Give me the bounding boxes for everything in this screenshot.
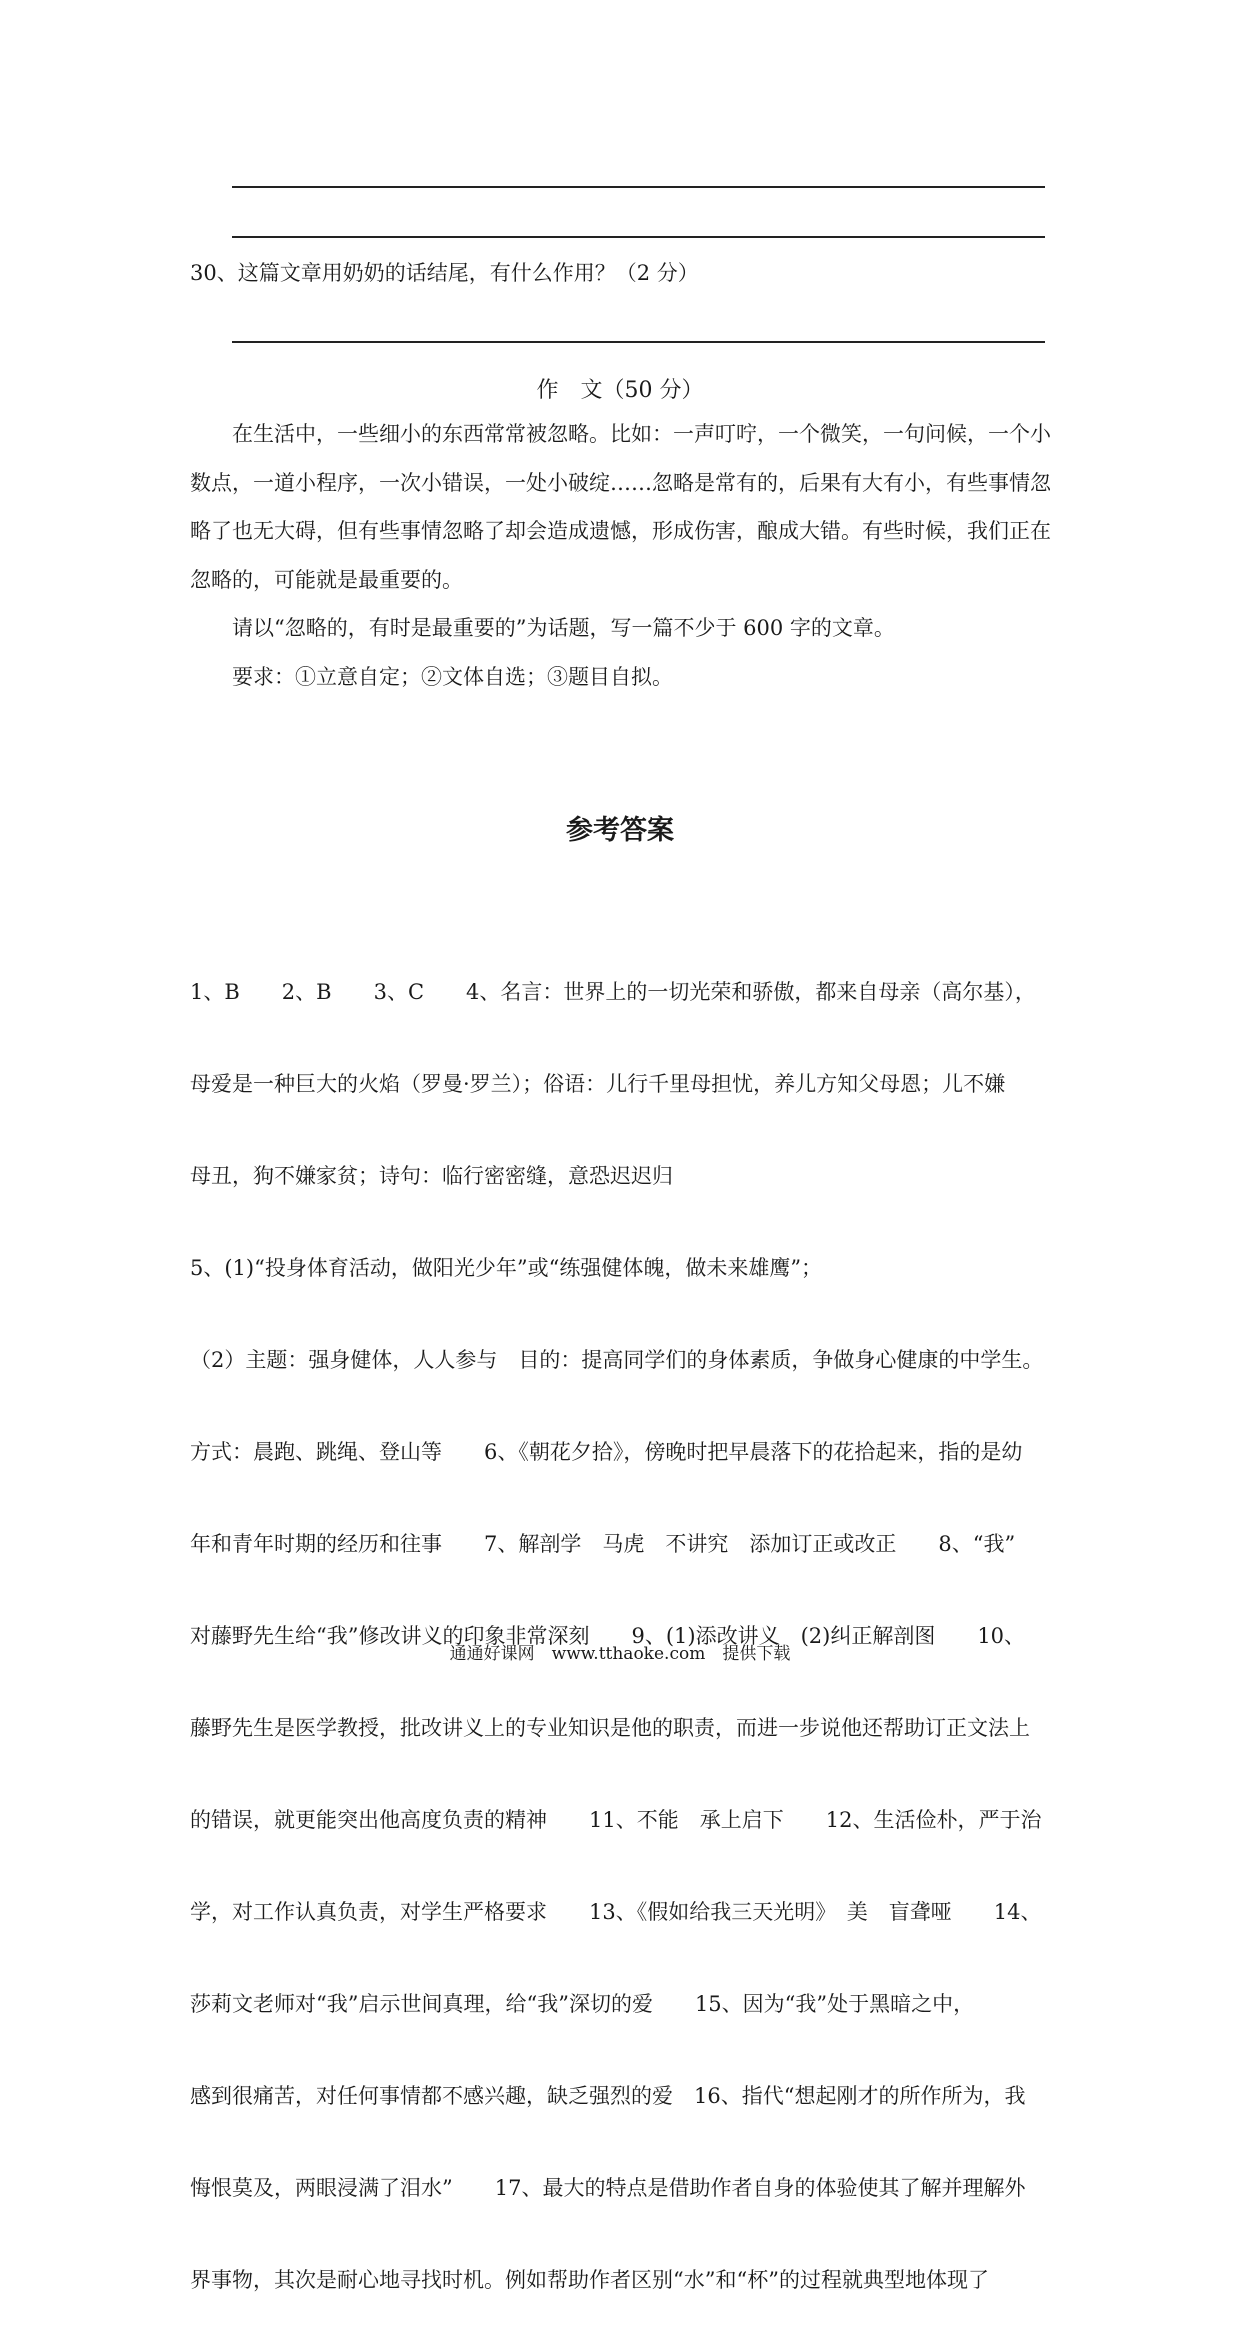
answer-line-text: 母爱是一种巨大的火焰（罗曼·罗兰）；俗语：儿行千里母担忧，养儿方知父母恩；儿不嫌: [190, 1072, 1006, 1096]
answer-line-text: 学，对工作认真负责，对学生严格要求 13、《假如给我三天光明》 美 盲聋哑 14、: [190, 1900, 1042, 1924]
question-30: 30、这篇文章用奶奶的话结尾，有什么作用？（2 分）: [190, 261, 699, 285]
answer-blank-line: [232, 341, 1045, 343]
essay-prompt: [190, 410, 1056, 701]
answer-line-text: （2）主题：强身健体，人人参与 目的：提高同学们的身体素质，争做身心健康的中学生。: [190, 1348, 1044, 1372]
answer-line-text: 感到很痛苦，对任何事情都不感兴趣，缺乏强烈的爱 16、指代“想起刚才的所作所为，我: [190, 2084, 1026, 2108]
answer-line-text: 年和青年时期的经历和往事 7、解剖学 马虎 不讲究 添加订正或改正 8、“我”: [190, 1532, 1016, 1556]
essay-paragraph: 在生活中，一些细小的东西常常被忽略。比如：一声叮咛，一个微笑，一句问候，一个小数点，一道小程序，一次小错误，一处小破绽……忽略是常有的，后果有大有小，有些事情忽略了也无大碍，但有些事情忽略了却会造成遗憾，形成伤害，酿成大错。有些时候，我们正在忽略的，可能就是最重要的。: [190, 422, 1051, 592]
answers-body: [190, 923, 1056, 2349]
answer-line-text: 1、B 2、B 3、C 4、名言：世界上的一切光荣和骄傲，都来自母亲（高尔基），: [190, 980, 1036, 1004]
answer-line-text: 对藤野先生给“我”修改讲义的印象非常深刻 9、(1)添改讲义 (2)纠正解剖图 10、: [190, 1624, 1026, 1648]
answers-title: 参考答案: [566, 815, 674, 846]
answer-line-text: 方式：晨跑、跳绳、登山等 6、《朝花夕拾》，傍晚时把早晨落下的花拾起来，指的是幼: [190, 1440, 1023, 1464]
answer-blank-line: [232, 236, 1045, 238]
answer-line-text: 界事物，其次是耐心地寻找时机。例如帮助作者区别“水”和“杯”的过程就典型地体现了: [190, 2268, 989, 2292]
essay-title: 作 文（50 分）: [536, 378, 704, 403]
answer-line-text: 5、(1)“投身体育活动，做阳光少年”或“练强健体魄，做未来雄鹰”；: [190, 1256, 823, 1280]
answer-line-text: 的错误，就更能突出他高度负责的精神 11、不能 承上启下 12、生活俭朴，严于治: [190, 1808, 1042, 1832]
answer-line-text: 悔恨莫及，两眼浸满了泪水” 17、最大的特点是借助作者自身的体验使其了解并理解外: [190, 2176, 1026, 2200]
essay-paragraph: 请以“忽略的，有时是最重要的”为话题，写一篇不少于 600 字的文章。: [232, 616, 895, 640]
page-footer: 通通好课网 www.tthaoke.com 提供下载: [449, 1644, 791, 1664]
answer-line-text: 莎莉文老师对“我”启示世间真理，给“我”深切的爱 15、因为“我”处于黑暗之中，: [190, 1992, 975, 2016]
essay-paragraph: 要求：①立意自定；②文体自选；③题目自拟。: [232, 664, 673, 689]
answer-blank-line: [232, 186, 1045, 188]
answer-line-text: 母丑，狗不嫌家贫；诗句：临行密密缝，意恐迟迟归: [190, 1164, 673, 1188]
answer-line-text: 藤野先生是医学教授，批改讲义上的专业知识是他的职责，而进一步说他还帮助订正文法上: [190, 1716, 1030, 1740]
